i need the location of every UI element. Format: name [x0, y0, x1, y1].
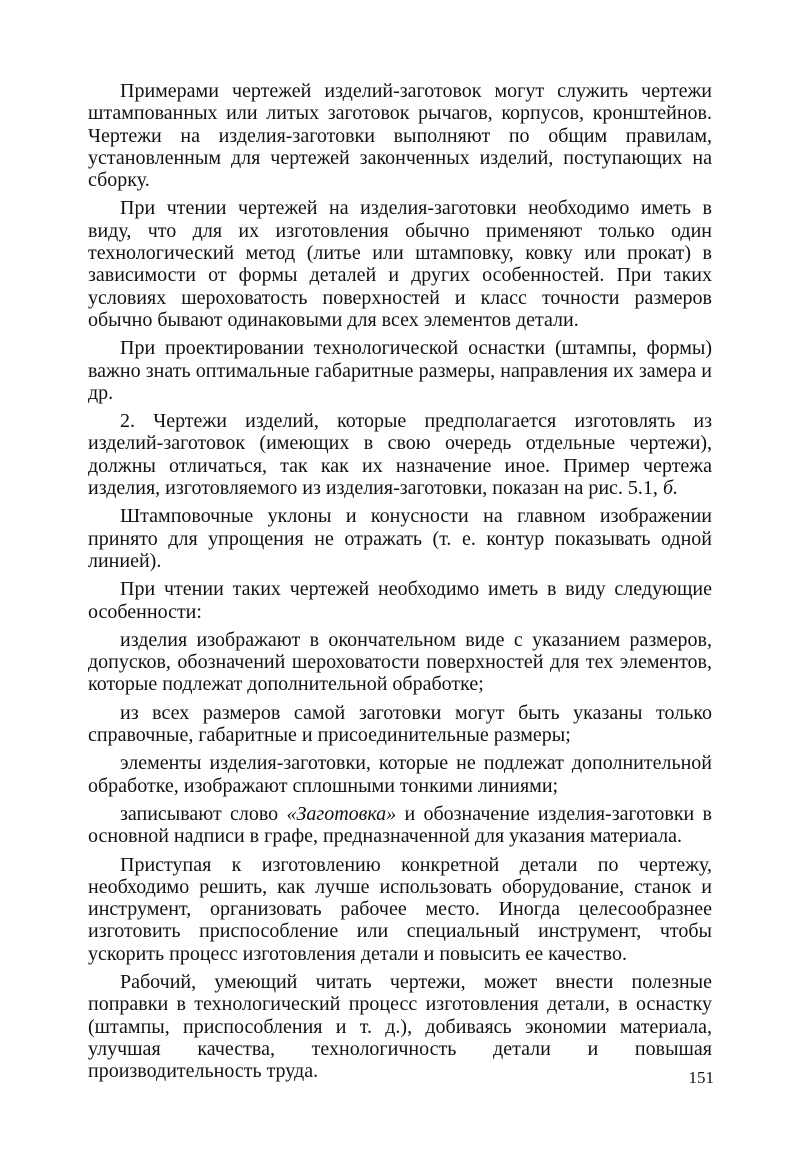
- paragraph-6: При чтении таких чертежей необходимо иметь в виду следующие особенности:: [88, 578, 712, 623]
- page-number: 151: [688, 1068, 714, 1087]
- paragraph-8: Рабочий, умеющий читать чертежи, может внести полезные поправки в технологический процесс изготовления детали, в оснастку (штампы, приспособления и т. д.), добиваясь экономии материала, улучшая качества, технологичность детали и повышая производительность труда.: [88, 970, 712, 1083]
- paragraph-2: При чтении чертежей на изделия-заготовки необходимо иметь в виду, что для их изготовления обычно применяют только один технологический метод (литье или штамповку, ковку или прокат) в зависимости от формы деталей и других особенностей. При таких условиях шероховатость поверхностей и класс точности размеров обычно бывают одинаковыми для всех элементов детали.: [88, 197, 712, 331]
- list-item-2: из всех размеров самой заготовки могут быть указаны только справочные, габаритные и присоединительные размеры;: [88, 701, 712, 747]
- list-item-1: изделия изображают в окончательном виде с указанием размеров, допусков, обозначений шероховатости поверхностей для тех элементов, которые подлежат дополнительной обработке;: [88, 628, 712, 696]
- list-item-4-start: записывают слово: [120, 802, 287, 825]
- term-zagotovka: «Заготовка»: [286, 802, 397, 825]
- list-item-4-end: и обозначение изделия-заготовки в основной надписи в графе, предназначенной для указания материала.: [88, 802, 712, 848]
- paragraph-4-text: 2. Чертежи изделий, которые предполагается изготовлять из изделий-заготовок (имеющих в свою очередь отдельные чертежи), должны отличаться, так как их назначение иное. Пример чертежа изделия, изготовляемого из изделия-заготовки, показан на рис. 5.1,: [88, 410, 712, 500]
- figure-reference: б.: [662, 477, 678, 500]
- list-item-3: элементы изделия-заготовки, которые не подлежат дополнительной обработке, изображают сплошными тонкими линиями;: [88, 752, 712, 797]
- paragraph-4: [88, 410, 712, 499]
- paragraph-5: Штамповочные уклоны и конусности на главном изображении принято для упрощения не отражать (т. е. контур показывать одной линией).: [88, 505, 712, 572]
- paragraph-3: При проектировании технологической оснастки (штампы, формы) важно знать оптимальные габаритные размеры, направления их замера и др.: [88, 337, 712, 404]
- paragraph-7: Приступая к изготовлению конкретной детали по чертежу, необходимо решить, как лучше использовать оборудование, станок и инструмент, организовать рабочее место. Иногда целесообразнее изготовить приспособление или специальный инструмент, чтобы ускорить процесс изготовления детали и повысить ее качество.: [88, 853, 712, 965]
- list-item-4: [88, 803, 712, 848]
- page-body: [88, 80, 712, 1082]
- paragraph-1: Примерами чертежей изделий-заготовок могут служить чертежи штампованных или литых заготовок рычагов, корпусов, кронштейнов. Чертежи на изделия-заготовки выполняют по общим правилам, установленным для чертежей законченных изделий, поступающих на сборку.: [88, 80, 712, 192]
